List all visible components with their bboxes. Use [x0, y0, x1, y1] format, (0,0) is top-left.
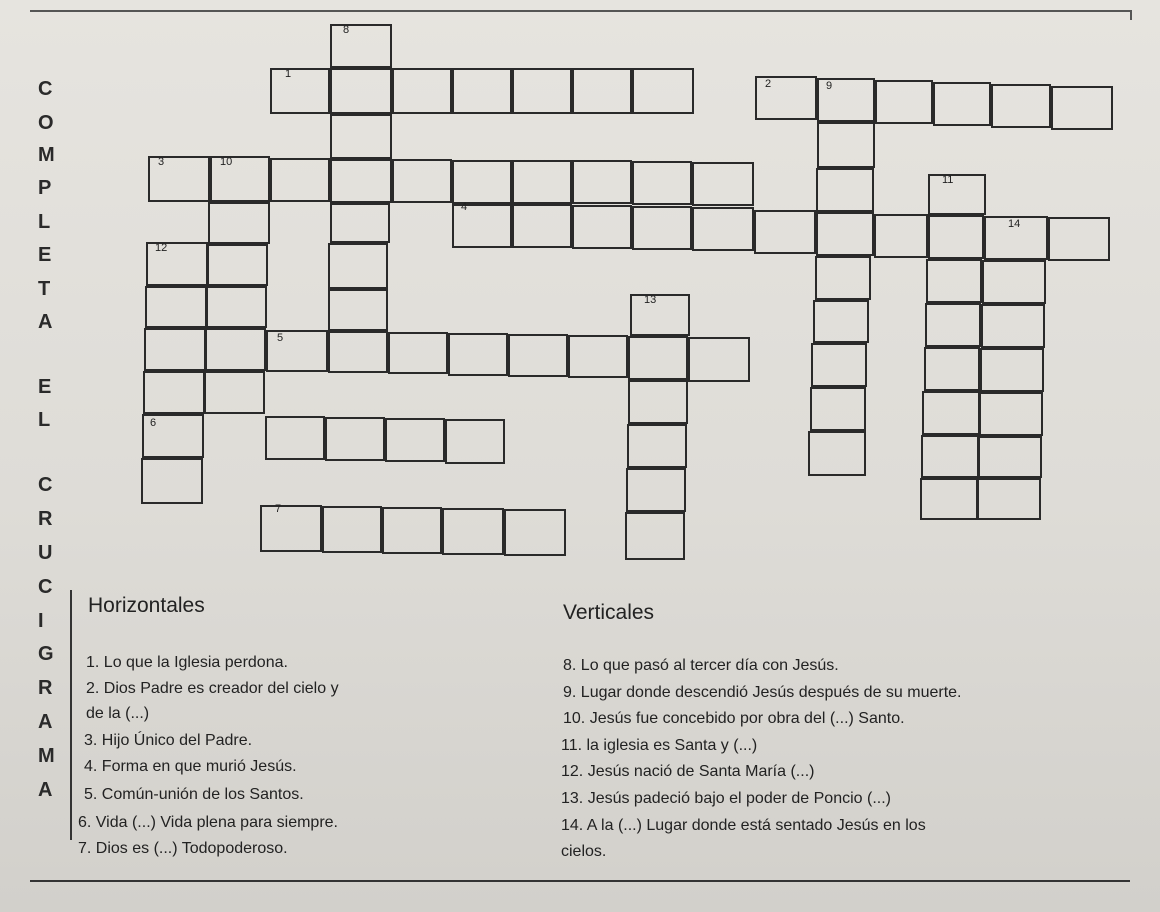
- clue-number: 2: [765, 78, 772, 90]
- clue-number: 4: [461, 201, 468, 213]
- crossword-cell-2[interactable]: [1051, 86, 1113, 130]
- clue-line: 12. Jesús nació de Santa María (...): [561, 763, 815, 780]
- crossword-cell-9[interactable]: [813, 300, 869, 343]
- clue-number: 6: [150, 417, 157, 429]
- side-letter: C: [38, 474, 53, 496]
- clue-frame-line: [70, 590, 72, 840]
- crossword-cell-13[interactable]: [627, 424, 687, 468]
- crossword-cell-6[interactable]: [265, 416, 325, 460]
- clue-number: 9: [826, 80, 833, 92]
- crossword-cell-4[interactable]: [632, 206, 692, 250]
- top-border: [30, 10, 1132, 20]
- clue-number: 12: [155, 242, 168, 254]
- crossword-cell-10[interactable]: [208, 202, 270, 244]
- side-letter: A: [38, 779, 53, 801]
- side-letter: E: [38, 244, 52, 266]
- crossword-cell-11[interactable]: [928, 174, 986, 215]
- side-letter: L: [38, 409, 51, 431]
- clue-line: 10. Jesús fue concebido por obra del (...) Santo.: [563, 710, 905, 727]
- crossword-cell-11[interactable]: [924, 347, 980, 391]
- clue-line: 7. Dios es (...) Todopoderoso.: [78, 840, 288, 857]
- crossword-cell-4[interactable]: [874, 214, 928, 258]
- crossword-cell-5[interactable]: [388, 332, 448, 374]
- crossword-cell-7[interactable]: [504, 509, 566, 556]
- clue-line: 14. A la (...) Lugar donde está sentado Jesús en los: [561, 817, 926, 834]
- crossword-cell-4[interactable]: [928, 215, 984, 259]
- crossword-cell-9[interactable]: [815, 256, 871, 300]
- crossword-cell-8[interactable]: [328, 289, 388, 331]
- crossword-cell-1[interactable]: [632, 68, 694, 114]
- clue-number: 14: [1008, 218, 1021, 230]
- crossword-cell-14[interactable]: [978, 436, 1042, 478]
- side-letter: M: [38, 745, 55, 767]
- crossword-cell-13[interactable]: [630, 294, 690, 336]
- crossword-cell-14[interactable]: [977, 478, 1041, 520]
- side-letter: A: [38, 311, 53, 333]
- crossword-cell-5[interactable]: [266, 330, 328, 372]
- crossword-cell-3[interactable]: [452, 160, 512, 204]
- crossword-cell-5[interactable]: [508, 334, 568, 377]
- crossword-cell-3[interactable]: [392, 159, 452, 203]
- crossword-cell-6[interactable]: [445, 419, 505, 464]
- crossword-cell-1[interactable]: [392, 68, 452, 114]
- clue-number: 10: [220, 156, 233, 168]
- crossword-cell-11[interactable]: [925, 303, 981, 347]
- crossword-cell-4[interactable]: [512, 204, 572, 248]
- clue-line: 2. Dios Padre es creador del cielo y: [86, 680, 339, 697]
- crossword-cell-12[interactable]: [141, 458, 203, 504]
- side-letter: R: [38, 677, 53, 699]
- clue-number: 7: [275, 503, 282, 515]
- clue-number: 13: [644, 294, 657, 306]
- side-letter: I: [38, 610, 44, 632]
- clue-line: 5. Común-unión de los Santos.: [84, 786, 304, 803]
- crossword-cell-5[interactable]: [628, 336, 688, 380]
- crossword-cell-6[interactable]: [385, 418, 445, 462]
- side-letter: U: [38, 542, 53, 564]
- clue-line: 4. Forma en que murió Jesús.: [84, 758, 297, 775]
- side-letter: M: [38, 144, 55, 166]
- crossword-cell-8[interactable]: [330, 159, 392, 203]
- crossword-cell-13[interactable]: [625, 512, 685, 560]
- horizontales-heading: Horizontales: [88, 594, 205, 617]
- crossword-cell-14[interactable]: [981, 304, 1045, 348]
- clue-number: 1: [285, 68, 292, 80]
- crossword-cell-9[interactable]: [816, 168, 874, 212]
- crossword-cell-9[interactable]: [808, 431, 866, 476]
- side-letter: A: [38, 711, 53, 733]
- crossword-cell-10[interactable]: [205, 328, 266, 371]
- crossword-cell-11[interactable]: [926, 259, 982, 303]
- crossword-cell-10[interactable]: [207, 244, 268, 286]
- crossword-cell-14[interactable]: [982, 260, 1046, 304]
- crossword-cell-7[interactable]: [322, 506, 382, 553]
- crossword-cell-13[interactable]: [628, 380, 688, 424]
- crossword-cell-8[interactable]: [330, 24, 392, 68]
- clue-line: 1. Lo que la Iglesia perdona.: [86, 654, 288, 671]
- clue-number: 5: [277, 332, 284, 344]
- crossword-cell-8[interactable]: [330, 114, 392, 159]
- crossword-cell-14[interactable]: [979, 392, 1043, 436]
- crossword-cell-2[interactable]: [875, 80, 933, 124]
- clue-number: 11: [942, 174, 954, 186]
- side-letter: C: [38, 576, 53, 598]
- side-letter: E: [38, 376, 52, 398]
- crossword-cell-7[interactable]: [442, 508, 504, 555]
- crossword-cell-3[interactable]: [692, 162, 754, 206]
- clue-line: 11. la iglesia es Santa y (...): [561, 737, 758, 754]
- crossword-cell-11[interactable]: [920, 478, 978, 520]
- crossword-cell-2[interactable]: [933, 82, 991, 126]
- clue-line: cielos.: [561, 843, 607, 860]
- crossword-cell-9[interactable]: [817, 122, 875, 168]
- crossword-cell-3[interactable]: [270, 158, 330, 202]
- side-letter: C: [38, 78, 53, 100]
- crossword-cell-3[interactable]: [632, 161, 692, 205]
- crossword-cell-1[interactable]: [512, 68, 572, 114]
- clue-number: 3: [158, 156, 165, 168]
- crossword-cell-3[interactable]: [210, 156, 270, 202]
- clue-number: 8: [343, 24, 350, 36]
- crossword-cell-4[interactable]: [754, 210, 816, 254]
- bottom-border: [30, 880, 1130, 882]
- crossword-cell-7[interactable]: [260, 505, 322, 552]
- crossword-cell-12[interactable]: [144, 328, 206, 371]
- clue-line: de la (...): [86, 705, 150, 722]
- crossword-cell-9[interactable]: [811, 343, 867, 387]
- crossword-cell-9[interactable]: [810, 387, 866, 431]
- crossword-cell-12[interactable]: [143, 371, 205, 414]
- clue-line: 3. Hijo Único del Padre.: [84, 732, 253, 749]
- crossword-cell-5[interactable]: [448, 333, 508, 376]
- crossword-cell-10[interactable]: [206, 286, 267, 328]
- crossword-cell-4[interactable]: [816, 212, 874, 256]
- crossword-cell-14[interactable]: [980, 348, 1044, 392]
- crossword-cell-3[interactable]: [512, 160, 572, 204]
- clue-line: 8. Lo que pasó al tercer día con Jesús.: [563, 657, 839, 674]
- crossword-cell-4[interactable]: [572, 205, 632, 249]
- side-letter: L: [38, 211, 51, 233]
- crossword-cell-11[interactable]: [921, 435, 979, 478]
- clue-line: 6. Vida (...) Vida plena para siempre.: [78, 814, 338, 831]
- crossword-cell-5[interactable]: [568, 335, 628, 378]
- crossword-cell-1[interactable]: [452, 68, 512, 114]
- crossword-cell-3[interactable]: [572, 160, 632, 204]
- crossword-cell-8[interactable]: [328, 243, 388, 289]
- crossword-cell-1[interactable]: [572, 68, 632, 114]
- verticales-heading: Verticales: [563, 601, 655, 624]
- side-letter: T: [38, 278, 51, 300]
- crossword-cell-4[interactable]: [1048, 217, 1110, 261]
- crossword-cell-11[interactable]: [922, 391, 980, 435]
- crossword-cell-12[interactable]: [145, 286, 207, 328]
- side-letter: G: [38, 643, 54, 665]
- crossword-cell-10[interactable]: [204, 371, 265, 414]
- crossword-cell-8[interactable]: [330, 68, 392, 114]
- crossword-cell-8[interactable]: [330, 203, 390, 243]
- crossword-cell-5[interactable]: [688, 337, 750, 382]
- clue-line: 13. Jesús padeció bajo el poder de Poncio (...): [561, 790, 891, 807]
- crossword-cell-2[interactable]: [991, 84, 1051, 128]
- clue-line: 9. Lugar donde descendió Jesús después de su muerte.: [563, 684, 962, 701]
- crossword-cell-7[interactable]: [382, 507, 442, 554]
- crossword-cell-1[interactable]: [270, 68, 330, 114]
- side-letter: P: [38, 177, 52, 199]
- side-letter: R: [38, 508, 53, 530]
- crossword-cell-6[interactable]: [325, 417, 385, 461]
- side-letter: O: [38, 112, 54, 134]
- crossword-cell-13[interactable]: [626, 468, 686, 512]
- crossword-cell-4[interactable]: [692, 207, 754, 251]
- crossword-cell-5[interactable]: [328, 331, 388, 373]
